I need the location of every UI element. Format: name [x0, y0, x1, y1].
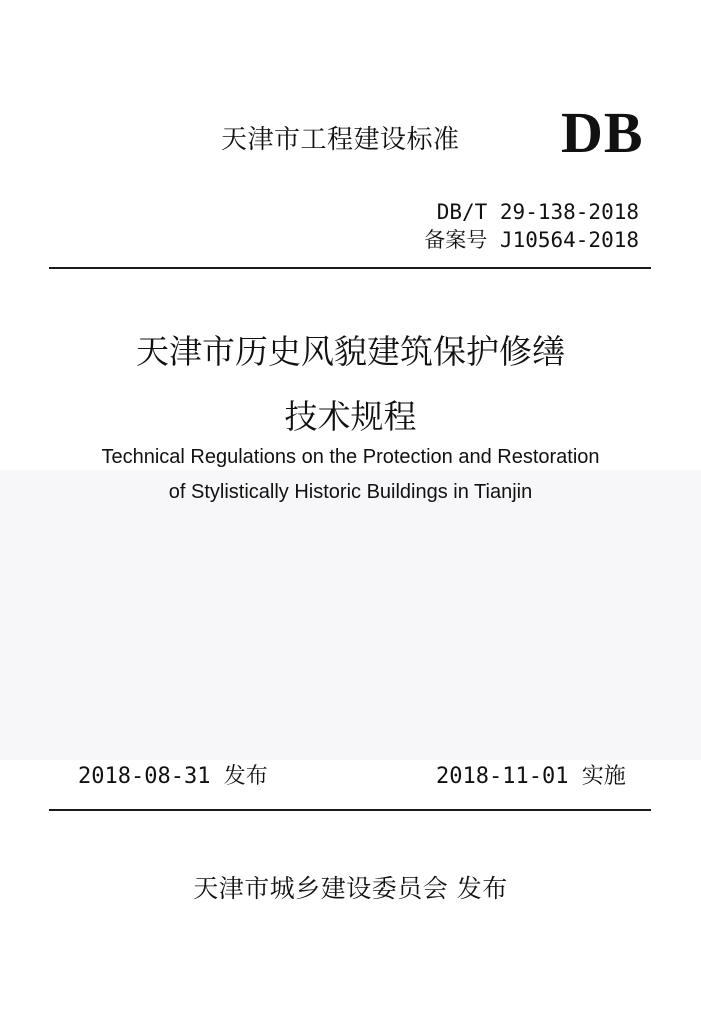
page-shading — [0, 470, 701, 760]
title-chinese-line-2: 技术规程 — [284, 397, 417, 436]
implementation-date: 2018-11-01 实施 — [436, 764, 626, 789]
issue-date: 2018-08-31 发布 — [78, 764, 268, 789]
title-english-line-2: of Stylistically Historic Buildings in Tianjin — [168, 481, 533, 503]
standard-category-label: 天津市工程建设标准 — [221, 125, 460, 155]
title-english-line-1: Technical Regulations on the Protection and Restoration — [101, 446, 600, 468]
bottom-divider — [49, 809, 651, 811]
standard-number: DB/T 29-138-2018 — [436, 200, 639, 224]
top-divider — [49, 267, 651, 269]
filing-number: 备案号 J10564-2018 — [424, 228, 639, 252]
publisher-line: 天津市城乡建设委员会 发布 — [193, 874, 508, 903]
db-logo-mark: DB — [561, 100, 644, 165]
title-chinese-line-1: 天津市历史风貌建筑保护修缮 — [136, 332, 565, 371]
